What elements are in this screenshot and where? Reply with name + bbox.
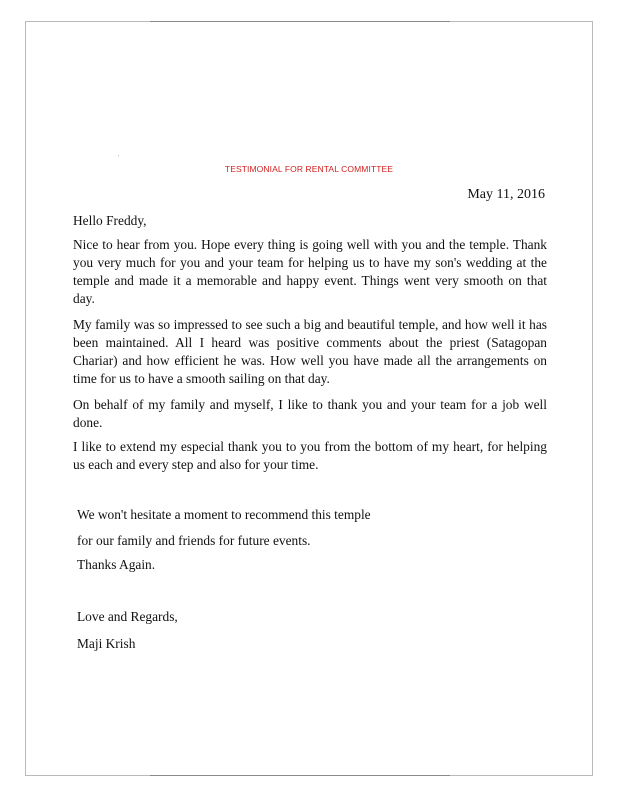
closing-line: Love and Regards, (77, 609, 178, 624)
top-rule (150, 21, 450, 22)
recommend-line-1: We won't hesitate a moment to recommend this temple (77, 507, 371, 522)
recommend-line-2: for our family and friends for future events. (77, 533, 311, 548)
greeting: Hello Freddy, (73, 213, 147, 228)
speck (118, 155, 119, 156)
document-heading: TESTIMONIAL FOR RENTAL COMMITTEE (224, 164, 394, 174)
paragraph-2: My family was so impressed to see such a big and beautiful temple, and how well it has been maintained. All I heard was positive comments about the priest (Satagopan Chariar) and how efficient he was. How well you have made all the arrangements on time for us to have a smooth sailing on that day. (73, 317, 547, 386)
signature-name: Maji Krish (77, 636, 136, 651)
bottom-rule (150, 775, 450, 776)
thanks-line: Thanks Again. (77, 557, 156, 572)
paragraph-4: I like to extend my especial thank you to you from the bottom of my heart, for helping us each and every step and also for your time. (73, 439, 547, 472)
paragraph-3: On behalf of my family and myself, I like to thank you and your team for a job well done. (73, 397, 547, 430)
paragraph-1: Nice to hear from you. Hope every thing is going well with you and the temple. Thank you very much for you and your team for helping us to have my son's wedding at the temple and made it a memorable and happy event. Things went very smooth on that day. (73, 237, 547, 306)
letter-date: May 11, 2016 (467, 187, 545, 202)
